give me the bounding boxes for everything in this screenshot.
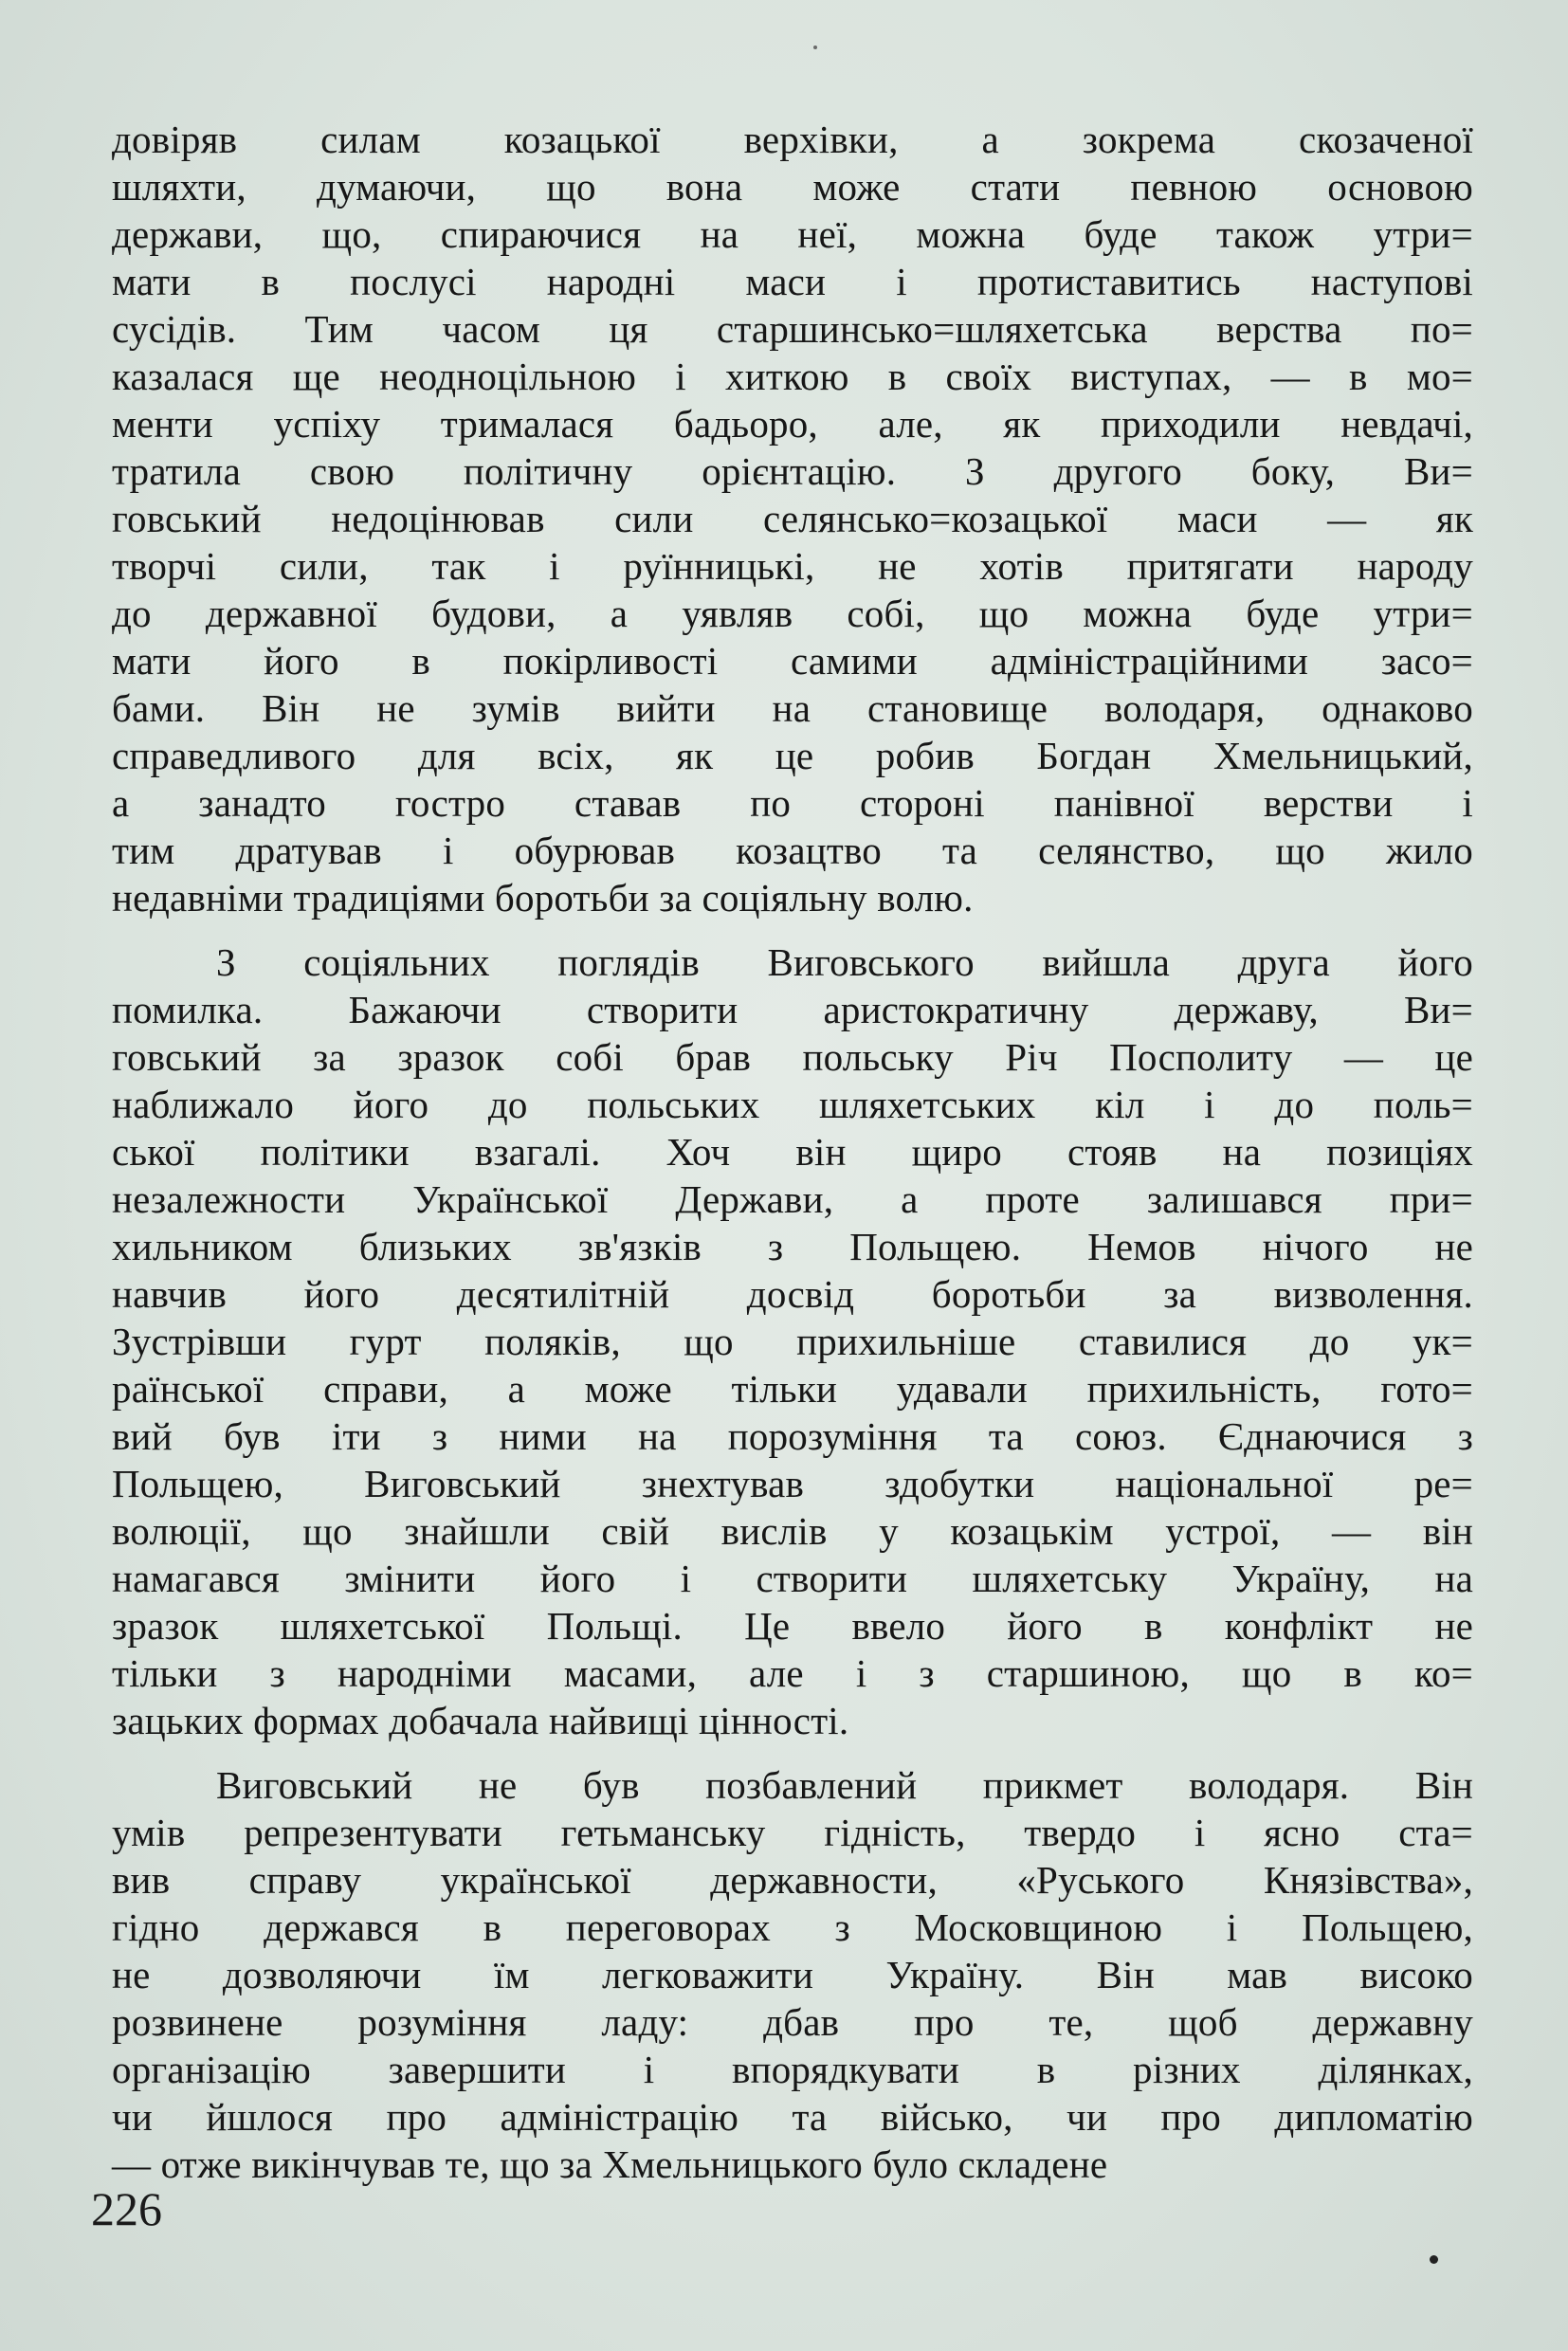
paragraph — [112, 116, 1473, 921]
text-line: чи йшлося про адміністрацію та військо, чи про дипломатію — [112, 2095, 1473, 2139]
text-line: Зустрівши гурт поляків, що прихильніше ставилися до ук= — [112, 1320, 1473, 1363]
text-line: волюції, що знайшли свій вислів у козацькім устрої, — він — [112, 1509, 1473, 1553]
text-line: довіряв силам козацької верхівки, а зокрема скозаченої — [112, 118, 1473, 161]
text-line: держави, що, спираючися на неї, можна буде також утри= — [112, 212, 1473, 256]
text-line: навчив його десятилітній досвід боротьби за визволення. — [112, 1272, 1473, 1316]
text-line: хильником близьких зв'язків з Польщею. Немов нічого не — [112, 1225, 1473, 1268]
text-line: раїнської справи, а може тільки удавали прихильність, гото= — [112, 1367, 1473, 1411]
page-body-text — [112, 116, 1473, 2188]
text-line: бами. Він не зумів вийти на становище володаря, однаково — [112, 686, 1473, 730]
paragraph — [112, 1761, 1473, 2188]
text-line: помилка. Бажаючи створити аристократичну державу, Ви= — [112, 988, 1473, 1031]
text-line: говський недоцінював сили селянсько=козацької маси — як — [112, 497, 1473, 540]
text-line: намагався змінити його і створити шляхетську Україну, на — [112, 1557, 1473, 1600]
text-line: шляхти, думаючи, що вона може стати певною основою — [112, 165, 1473, 209]
text-line: творчі сили, так і руїнницькі, не хотів притягати народу — [112, 544, 1473, 588]
text-line: а занадто гостро ставав по стороні панівної верстви і — [112, 781, 1473, 825]
text-line: незалежности Української Держави, а проте залишався при= — [112, 1177, 1473, 1221]
text-line: розвинене розуміння ладу: дбав про те, щоб державну — [112, 2000, 1473, 2044]
text-line: не дозволяючи їм легковажити Україну. Він мав високо — [112, 1953, 1473, 1996]
text-line: справедливого для всіх, як це робив Богдан Хмельницький, — [112, 734, 1473, 777]
text-line: менти успіху трималася бадьоро, але, як приходили невдачі, — [112, 402, 1473, 446]
text-line: тратила свою політичну орієнтацію. З другого боку, Ви= — [112, 449, 1473, 493]
text-line: гідно держався в переговорах з Московщиною і Польщею, — [112, 1905, 1473, 1949]
text-line: мати його в покірливості самими адміністраційними засо= — [112, 639, 1473, 683]
text-line: зразок шляхетської Польщі. Це ввело його в конфлікт не — [112, 1604, 1473, 1648]
text-line: до державної будови, а уявляв собі, що можна буде утри= — [112, 592, 1473, 635]
paragraph-gap — [112, 1744, 1473, 1761]
text-line: сусідів. Тим часом ця старшинсько=шляхетська верства по= — [112, 307, 1473, 351]
text-line: ської політики взагалі. Хоч він щиро стояв на позиціях — [112, 1130, 1473, 1174]
paragraph — [112, 939, 1473, 1744]
ink-speck-decoration — [1430, 2255, 1438, 2264]
text-line: тільки з народніми масами, але і з старшиною, що в ко= — [112, 1651, 1473, 1695]
text-line: говський за зразок собі брав польську Річ Посполиту — це — [112, 1035, 1473, 1079]
text-line: З соціяльних поглядів Виговського вийшла друга його — [216, 940, 1473, 984]
text-line: наближало його до польських шляхетських кіл і до поль= — [112, 1083, 1473, 1126]
text-line: тим дратував і обурював козацтво та селянство, що жило — [112, 829, 1473, 872]
text-line: організацію завершити і впорядкувати в різних ділянках, — [112, 2048, 1473, 2091]
text-line: умів репрезентувати гетьманську гідність, твердо і ясно ста= — [112, 1811, 1473, 1854]
text-line: Польщею, Виговський знехтував здобутки національної ре= — [112, 1462, 1473, 1505]
text-line: — отже викінчував те, що за Хмельницького було складене — [112, 2142, 1108, 2186]
text-line: вив справу української державности, «Руського Князівства», — [112, 1858, 1473, 1902]
text-line: зацьких формах добачала найвищі цінності. — [112, 1699, 849, 1742]
text-line: Виговський не був позбавлений прикмет володаря. Він — [216, 1763, 1473, 1807]
page-number: 226 — [91, 2182, 162, 2235]
text-line: вий був іти з ними на порозуміння та союз. Єднаючися з — [112, 1414, 1473, 1458]
ink-speck-decoration — [813, 46, 817, 49]
paragraph-gap — [112, 921, 1473, 939]
text-line: недавніми традиціями боротьби за соціяльну волю. — [112, 876, 974, 920]
text-line: казалася ще неодноцільною і хиткою в своїх виступах, — в мо= — [112, 355, 1473, 398]
text-line: мати в послусі народні маси і протиставитись наступові — [112, 260, 1473, 303]
